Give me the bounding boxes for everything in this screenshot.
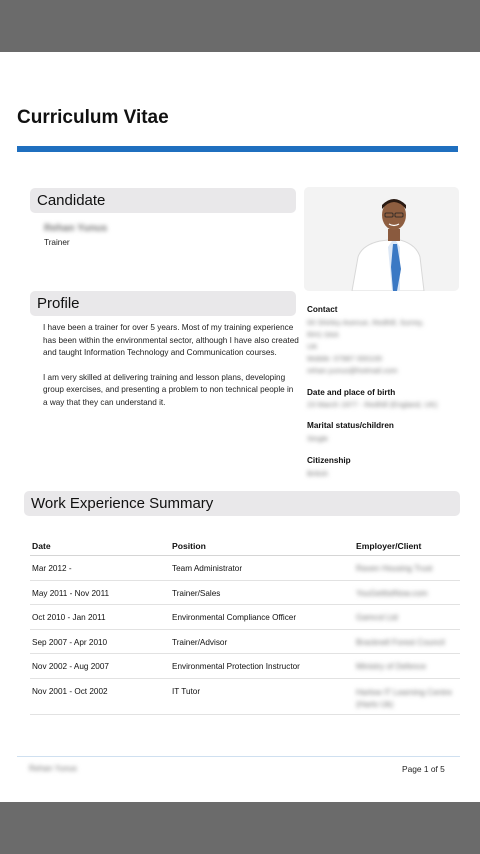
profile-heading: Profile [30, 291, 296, 316]
birth-label: Date and place of birth [307, 388, 396, 397]
marital-label: Marital status/children [307, 421, 394, 430]
column-header: Employer/Client [356, 541, 422, 551]
candidate-heading: Candidate [30, 188, 296, 213]
work-heading: Work Experience Summary [24, 491, 460, 516]
candidate-photo [304, 187, 459, 291]
marital-value: Single [307, 434, 329, 443]
row-employer: Ministry of Defence [356, 662, 427, 671]
contact-label: Contact [307, 305, 338, 314]
table-row [30, 679, 460, 715]
column-header: Date [32, 541, 51, 551]
table-row [30, 556, 460, 581]
row-date: Oct 2010 - Jan 2011 [32, 613, 106, 622]
row-position: IT Tutor [172, 686, 201, 696]
contact-line: Mobile: 07987 000100 [307, 354, 383, 363]
contact-line: UK [307, 342, 318, 351]
candidate-role: Trainer [44, 238, 70, 247]
row-position: Team Administrator [172, 564, 243, 573]
row-date: Nov 2001 - Oct 2002 [32, 686, 108, 696]
row-employer: YouGetItstNow.com [356, 588, 428, 598]
footer-rule [17, 756, 460, 757]
table-row [30, 605, 460, 630]
work-table [30, 532, 460, 715]
candidate-name: Rehan Yunus [44, 223, 108, 234]
row-employer: Harlow IT Learning Centre (Harlo Uk) [356, 687, 452, 709]
title-rule [17, 146, 458, 152]
profile-text [43, 322, 299, 421]
cv-page[interactable] [0, 52, 480, 802]
profile-paragraph: I have been a trainer for over 5 years. Most of my training experience has been within the environmental sector, although I have also created and taught Information Technology and Communication courses. [43, 323, 299, 357]
table-header [30, 532, 460, 556]
document-title: Curriculum Vitae [17, 107, 169, 128]
citizenship-value: British [307, 469, 329, 478]
contact-details [307, 317, 424, 377]
citizenship-label: Citizenship [307, 456, 351, 465]
page-indicator: Page 1 of 5 [402, 764, 445, 774]
row-employer: Gamcol Ltd [356, 613, 398, 622]
contact-line: 00 Shirley Avenue, Redhill, Surrey, [307, 318, 424, 327]
row-position: Environmental Compliance Officer [172, 613, 297, 622]
row-date: Mar 2012 - [32, 564, 72, 573]
table-row [30, 630, 460, 655]
row-employer: Bracknell Forest Council [356, 637, 445, 647]
person-photo-icon [304, 187, 459, 291]
footer-name: Rehan Yunus [29, 764, 77, 773]
row-employer: Raven Housing Trust [356, 564, 433, 573]
profile-paragraph: I am very skilled at delivering training and lesson plans, developing group exercises, and presenting a problem to non technical people in a way that they can understand it. [43, 372, 294, 407]
row-position: Trainer/Advisor [172, 637, 228, 647]
contact-line: rehan.yunus@hotmail.com [307, 366, 398, 375]
column-header: Position [172, 541, 206, 551]
birth-value: 23 March 1977 - Redhill (England, UK) [307, 400, 438, 409]
table-row [30, 654, 460, 679]
row-position: Environmental Protection Instructor [172, 662, 300, 671]
top-bar [0, 0, 480, 52]
row-date: May 2011 - Nov 2011 [32, 588, 110, 598]
row-date: Nov 2002 - Aug 2007 [32, 662, 109, 671]
contact-line: RH1 0AA [307, 330, 339, 339]
table-row [30, 581, 460, 606]
bottom-bar [0, 802, 480, 854]
row-position: Trainer/Sales [172, 588, 221, 598]
row-date: Sep 2007 - Apr 2010 [32, 637, 108, 647]
